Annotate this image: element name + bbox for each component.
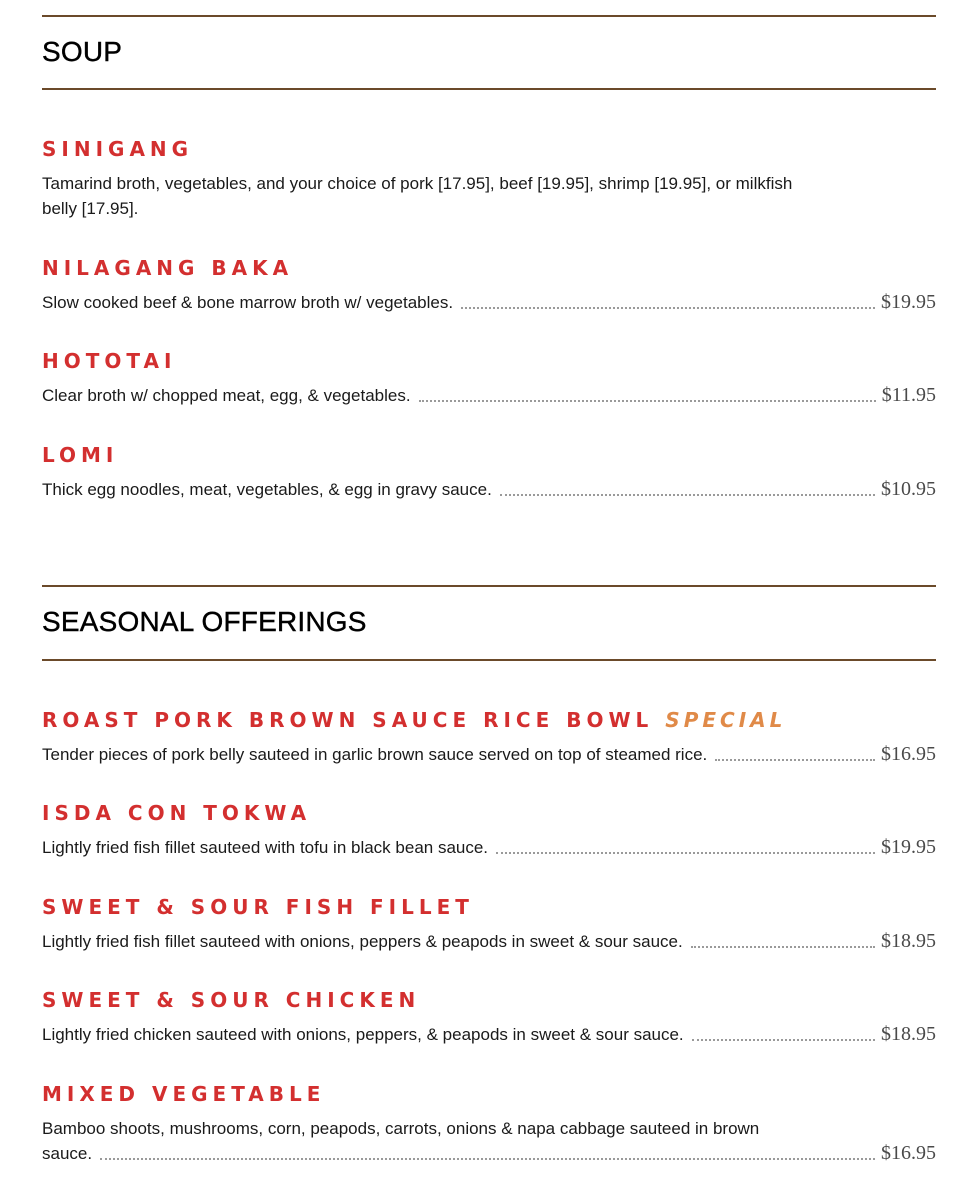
- item-description: Clear broth w/ chopped meat, egg, & vegetables.: [42, 386, 411, 405]
- item-description-line: Tamarind broth, vegetables, and your choice of pork [17.95], beef [19.95], shrimp [19.95], or milkfish: [42, 174, 793, 193]
- dot-leader: [496, 852, 875, 854]
- menu-item: [42, 988, 936, 1047]
- section-rule-top: [42, 15, 936, 17]
- item-row: [42, 835, 936, 860]
- item-description-line: Bamboo shoots, mushrooms, corn, peapods, carrots, onions & napa cabbage sauteed in brown: [42, 1119, 760, 1138]
- item-description: Tender pieces of pork belly sauteed in garlic brown sauce served on top of steamed rice.: [42, 745, 708, 764]
- dot-leader: [419, 400, 876, 402]
- item-name-text: ROAST PORK BROWN SAUCE RICE BOWL: [42, 708, 654, 732]
- menu-item: [42, 895, 936, 954]
- item-description: Lightly fried chicken sauteed with onions, peppers, & peapods in sweet & sour sauce.: [42, 1025, 684, 1044]
- section-rule-bottom: [42, 88, 936, 90]
- menu-item: [42, 256, 936, 315]
- item-price: $18.95: [881, 930, 936, 952]
- item-row: [42, 742, 936, 767]
- special-badge: SPECIAL: [665, 708, 787, 732]
- item-description-line: sauce.: [42, 1144, 93, 1163]
- item-row: [42, 1141, 936, 1166]
- item-price: $19.95: [881, 836, 936, 858]
- item-name: SINIGANG: [42, 137, 194, 161]
- menu-item: [42, 349, 936, 408]
- item-name: HOTOTAI: [42, 349, 177, 373]
- item-description-line: belly [17.95].: [42, 199, 139, 218]
- menu-item: [42, 708, 936, 767]
- item-name: LOMI: [42, 443, 119, 467]
- item-name: NILAGANG BAKA: [42, 256, 294, 280]
- item-name: ISDA CON TOKWA: [42, 801, 312, 825]
- section-title: SOUP: [42, 36, 123, 67]
- item-row: [42, 477, 936, 502]
- item-description: Lightly fried fish fillet sauteed with tofu in black bean sauce.: [42, 838, 489, 857]
- item-price: $16.95: [881, 743, 936, 765]
- item-name: SWEET & SOUR CHICKEN: [42, 988, 421, 1012]
- section-rule-bottom: [42, 659, 936, 661]
- item-description: [42, 171, 936, 221]
- item-name: SWEET & SOUR FISH FILLET: [42, 895, 474, 919]
- item-name: MIXED VEGETABLE: [42, 1082, 326, 1106]
- item-description: [42, 1116, 936, 1166]
- item-price: $18.95: [881, 1023, 936, 1045]
- item-price: $19.95: [881, 291, 936, 313]
- menu-item: [42, 137, 936, 221]
- item-row: [42, 929, 936, 954]
- section-rule-top: [42, 585, 936, 587]
- item-description: Lightly fried fish fillet sauteed with onions, peppers & peapods in sweet & sour sauce.: [42, 932, 683, 951]
- item-row: [42, 383, 936, 408]
- item-price: $16.95: [881, 1142, 936, 1164]
- dot-leader: [691, 946, 875, 948]
- item-price: $11.95: [881, 384, 936, 406]
- menu-item: [42, 801, 936, 860]
- section-title: SEASONAL OFFERINGS: [42, 606, 367, 637]
- item-row: [42, 290, 936, 315]
- item-row: [42, 1022, 936, 1047]
- dot-leader: [500, 494, 875, 496]
- dot-leader: [692, 1039, 875, 1041]
- dot-leader: [715, 759, 875, 761]
- menu-item: [42, 1082, 936, 1166]
- item-price: $10.95: [881, 478, 936, 500]
- item-description: Thick egg noodles, meat, vegetables, & egg in gravy sauce.: [42, 480, 492, 499]
- menu-item: [42, 443, 936, 502]
- dot-leader: [461, 307, 875, 309]
- dot-leader: [100, 1158, 875, 1160]
- item-name: [42, 708, 936, 732]
- item-description: Slow cooked beef & bone marrow broth w/ vegetables.: [42, 293, 454, 312]
